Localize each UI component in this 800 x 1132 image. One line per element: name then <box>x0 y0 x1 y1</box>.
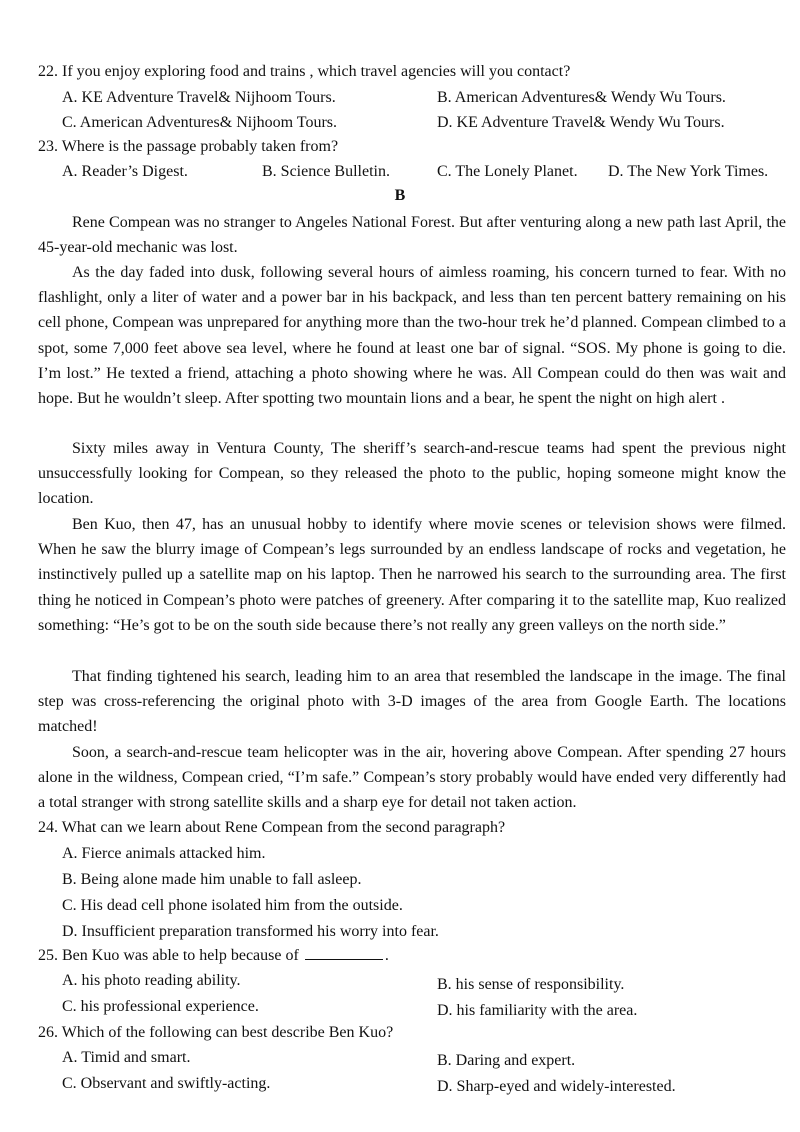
passage-paragraph-1: Rene Compean was no stranger to Angeles National Forest. But after venturing along a new path last April, the 45-year-old mechanic was lost. <box>38 214 786 257</box>
section-heading: B <box>394 187 406 204</box>
question-23-option-c: C. The Lonely Planet. <box>437 163 578 180</box>
passage-paragraph-3: Sixty miles away in Ventura County, The sheriff’s search-and-rescue teams had spent the previous night unsuccessfully looking for Compean, so they released the photo to the public, hoping someone might know the location. <box>38 440 786 508</box>
answer-blank <box>305 945 383 960</box>
question-25-stem-text: 25. Ben Kuo was able to help because of <box>38 947 299 964</box>
question-25-stem <box>38 943 389 968</box>
question-24-option-c: C. His dead cell phone isolated him from the outside. <box>62 897 403 914</box>
question-24-option-b: B. Being alone made him unable to fall asleep. <box>62 871 362 888</box>
question-25-option-d: D. his familiarity with the area. <box>437 1002 638 1019</box>
question-22-option-c: C. American Adventures& Nijhoom Tours. <box>62 114 337 131</box>
question-25-option-a: A. his photo reading ability. <box>62 972 241 989</box>
question-24-stem: 24. What can we learn about Rene Compean from the second paragraph? <box>38 819 506 836</box>
question-22-option-d: D. KE Adventure Travel& Wendy Wu Tours. <box>437 114 725 131</box>
passage-paragraph-6: Soon, a search-and-rescue team helicopter was in the air, hovering above Compean. After spending 27 hours alone in the wildness, Compean cried, “I’m safe.” Compean’s story probably would have ended very differently had a total stranger with strong satellite skills and a sharp eye for detail not taken action. <box>38 744 786 812</box>
question-26-option-c: C. Observant and swiftly-acting. <box>62 1075 271 1092</box>
question-22-stem: 22. If you enjoy exploring food and trains , which travel agencies will you contact? <box>38 63 571 80</box>
question-23-option-a: A. Reader’s Digest. <box>62 163 188 180</box>
passage-paragraph-5: That finding tightened his search, leading him to an area that resembled the landscape in the image. The final step was cross-referencing the original photo with 3-D images of the area from Google Earth. The locations matched! <box>38 668 786 736</box>
question-25-stem-end: . <box>384 947 389 964</box>
question-26-stem: 26. Which of the following can best describe Ben Kuo? <box>38 1024 394 1041</box>
question-23-option-b: B. Science Bulletin. <box>262 163 390 180</box>
question-26-option-b: B. Daring and expert. <box>437 1052 576 1069</box>
question-25-option-b: B. his sense of responsibility. <box>437 976 625 993</box>
passage-paragraph-4: Ben Kuo, then 47, has an unusual hobby to identify where movie scenes or television shows were filmed. When he saw the blurry image of Compean’s legs surrounded by an endless landscape of rocks and vegetation, he instinctively pulled up a satellite map on his laptop. Then he narrowed his search to the surrounding area. The first thing he noticed in Compean’s photo were patches of greenery. After comparing it to the satellite map, Kuo realized something: “He’s got to be on the south side because there’s not really any green valleys on the north side.” <box>38 516 786 634</box>
question-24-option-d: D. Insufficient preparation transformed his worry into fear. <box>62 923 439 940</box>
question-25-option-c: C. his professional experience. <box>62 998 259 1015</box>
question-24-option-a: A. Fierce animals attacked him. <box>62 845 266 862</box>
question-23-option-d: D. The New York Times. <box>608 163 769 180</box>
question-22-option-b: B. American Adventures& Wendy Wu Tours. <box>437 89 726 106</box>
question-22-option-a: A. KE Adventure Travel& Nijhoom Tours. <box>62 89 336 106</box>
question-26-option-a: A. Timid and smart. <box>62 1049 191 1066</box>
question-23-stem: 23. Where is the passage probably taken from? <box>38 138 339 155</box>
passage-paragraph-2: As the day faded into dusk, following several hours of aimless roaming, his concern turned to fear. With no flashlight, only a liter of water and a power bar in his backpack, and less than ten percent battery remaining on his cell phone, Compean was unprepared for anything more than the two-hour trek he’d planned. Compean climbed to a spot, some 7,000 feet above sea level, where he found at least one bar of signal. “SOS. My phone is going to die. I’m lost.” He texted a friend, attaching a photo showing where he was. All Compean could do then was wait and hope. But he wouldn’t sleep. After spotting two mountain lions and a bear, he spent the night on high alert . <box>38 264 786 408</box>
question-26-option-d: D. Sharp-eyed and widely-interested. <box>437 1078 676 1095</box>
